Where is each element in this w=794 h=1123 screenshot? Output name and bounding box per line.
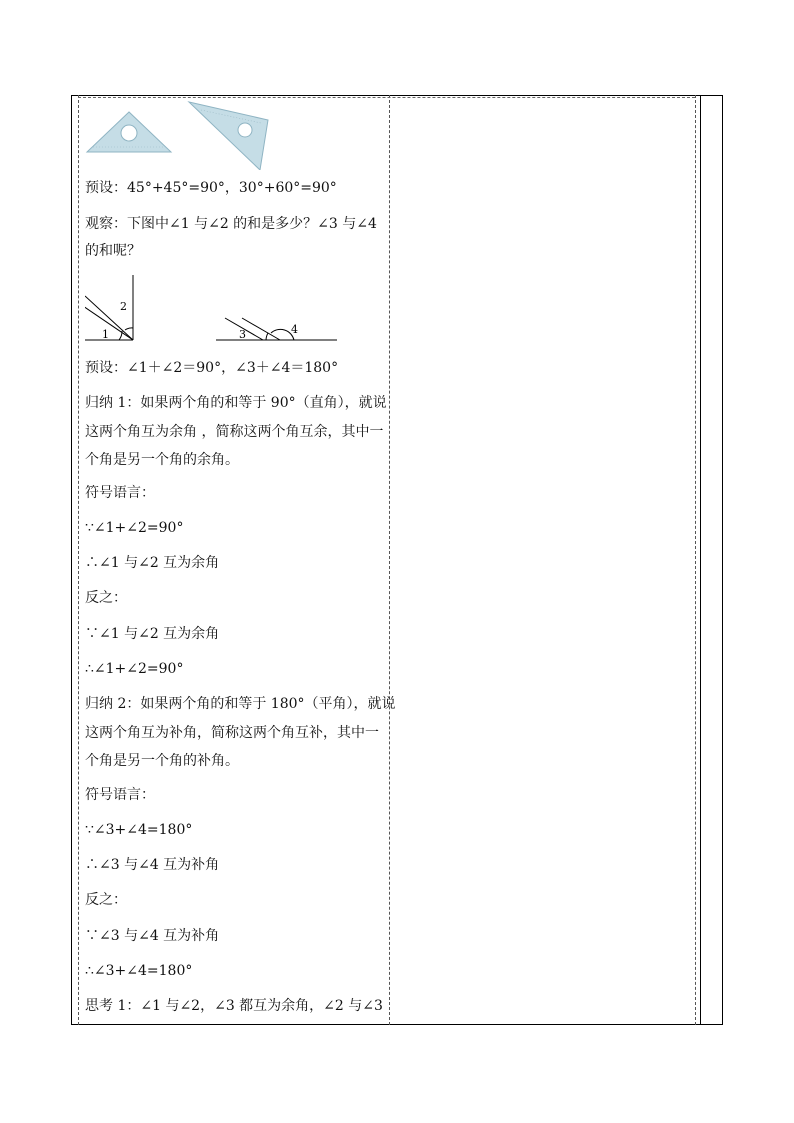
thirty-sixty-set-square — [189, 102, 268, 170]
induction-1-line-2: 这两个角互为余角 ，简称这两个角互余，其中一 — [85, 424, 384, 440]
think-question-1: 思考 1：∠1 与∠2，∠3 都互为余角，∠2 与∠3 — [85, 998, 383, 1014]
symbol-language-heading-2: 符号语言： — [85, 787, 155, 803]
statement-therefore-1: ∴∠1 与∠2 互为余角 — [85, 555, 220, 571]
induction-2-line-2: 这两个角互为补角，简称这两个角互补，其中一 — [85, 725, 379, 741]
induction-1-line-3: 个角是另一个角的余角。 — [85, 452, 239, 468]
converse-because-2: ∵∠3 与∠4 互为补角 — [85, 928, 220, 944]
statement-therefore-2: ∴∠3 与∠4 互为补角 — [85, 857, 220, 873]
observe-question-line-1: 观察：下图中∠1 与∠2 的和是多少？∠3 与∠4 — [85, 216, 377, 232]
set-square-illustration — [85, 100, 285, 170]
induction-2-line-3: 个角是另一个角的补角。 — [85, 753, 239, 769]
angle-label-3: 3 — [239, 328, 246, 341]
table-column-divider — [700, 95, 701, 1025]
isosceles-set-square — [87, 112, 171, 152]
induction-2-line-1: 归纳 2：如果两个角的和等于 180°（平角），就说 — [85, 696, 396, 712]
angle-label-1: 1 — [102, 328, 109, 341]
preset-text-2: 预设：∠1＋∠2＝90°，∠3＋∠4＝180° — [85, 360, 339, 376]
statement-because-2: ∵∠3+∠4=180° — [85, 822, 193, 838]
converse-because-1: ∵∠1 与∠2 互为余角 — [85, 626, 220, 642]
table-column-divider — [389, 95, 390, 1025]
angle-label-4: 4 — [291, 323, 298, 336]
preset-text-1: 预设：45°+45°=90°，30°+60°=90° — [85, 180, 337, 196]
angle-label-2: 2 — [120, 300, 127, 313]
converse-therefore-2: ∴∠3+∠4=180° — [85, 963, 193, 979]
converse-heading-1: 反之： — [85, 590, 127, 606]
supplementary-angles-figure — [216, 318, 337, 340]
table-column-divider — [695, 95, 696, 1025]
observe-question-line-2: 的和呢？ — [85, 243, 141, 259]
converse-therefore-1: ∴∠1+∠2=90° — [85, 661, 184, 677]
converse-heading-2: 反之： — [85, 892, 127, 908]
statement-because-1: ∵∠1+∠2=90° — [85, 520, 184, 536]
table-row-divider — [78, 97, 695, 98]
angle-diagram — [85, 270, 385, 346]
table-column-divider — [78, 95, 79, 1025]
induction-1-line-1: 归纳 1：如果两个角的和等于 90°（直角），就说 — [85, 395, 387, 411]
symbol-language-heading-1: 符号语言： — [85, 485, 155, 501]
